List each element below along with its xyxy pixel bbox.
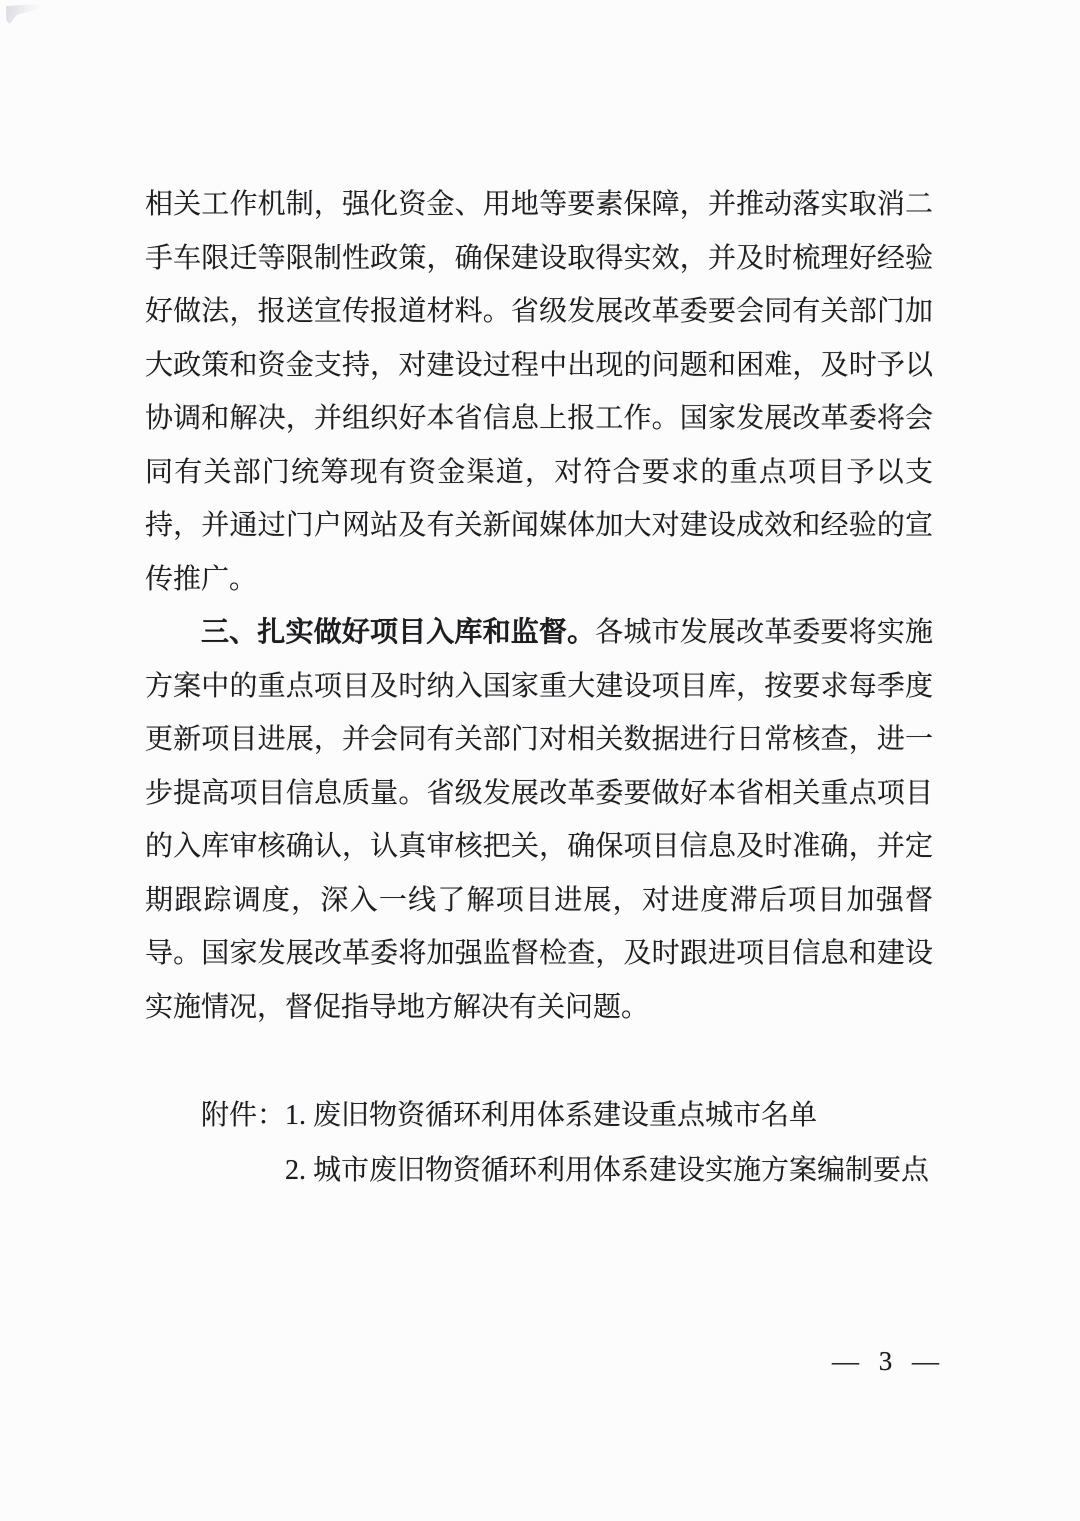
- attachments-label: 附件：: [201, 1099, 286, 1131]
- attachment-line-1: [145, 1088, 933, 1143]
- body-paragraph-continuation: 相关工作机制，强化资金、用地等要素保障，并推动落实取消二手车限迁等限制性政策，确保建设取得实效，并及时梳理好经验好做法，报送宣传报道材料。省级发展改革委要会同有关部门加大政策和资金支持，对建设过程中出现的问题和困难，及时予以协调和解决，并组织好本省信息上报工作。国家发展改革委将会同有关部门统筹现有资金渠道，对符合要求的重点项目予以支持，并通过门户网站及有关新闻媒体加大对建设成效和经验的宣传推广。: [145, 189, 933, 595]
- attachment-item-1: 1. 废旧物资循环利用体系建设重点城市名单: [285, 1099, 818, 1131]
- attachment-item-2: 2. 城市废旧物资循环利用体系建设实施方案编制要点: [285, 1154, 930, 1186]
- scan-smudge-icon: [6, 4, 42, 24]
- document-body: [145, 178, 933, 1198]
- page-number: — 3 —: [832, 1346, 941, 1376]
- section-body-text: 各城市发展改革委要将实施方案中的重点项目及时纳入国家重大建设项目库，按要求每季度更新项目进展，并会同有关部门对相关数据进行日常核查，进一步提高项目信息质量。省级发展改革委要做好本省相关重点项目的入库审核确认，认真审核把关，确保项目信息及时准确，并定期跟踪调度，深入一线了解项目进展，对进度滞后项目加强督导。国家发展改革委将加强监督检查，及时跟进项目信息和建设实施情况，督促指导地方解决有关问题。: [145, 617, 933, 1023]
- section-heading-bold: 三、扎实做好项目入库和监督。: [201, 617, 596, 648]
- body-paragraph-section-3: [145, 606, 933, 1034]
- attachments-block: [145, 1088, 933, 1198]
